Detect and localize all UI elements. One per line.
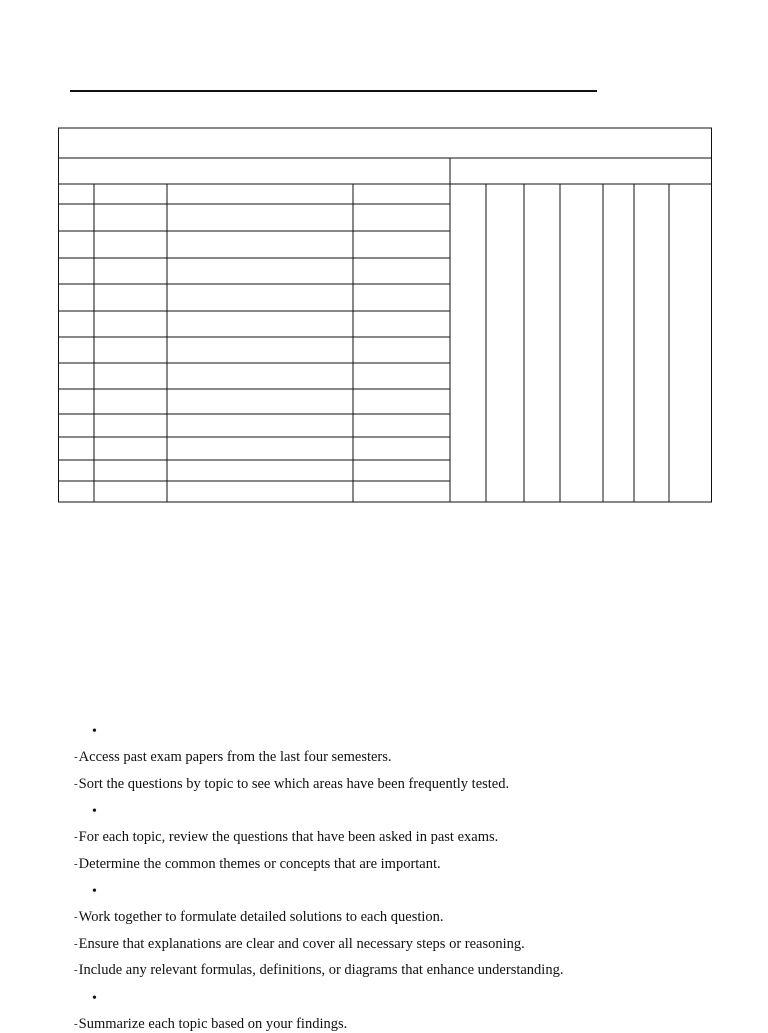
list-item [74,1015,347,1033]
list-item-text: Determine the common themes or concepts that are important. [78,856,441,872]
list-item [74,935,525,953]
list-item [74,908,444,926]
bullet-glyph: • [92,991,97,1006]
list-item [74,961,563,979]
list-item-text: Work together to formulate detailed solutions to each question. [78,909,444,925]
item-dash: - [74,831,78,843]
item-dash: - [74,938,78,950]
list-item-text: Access past exam papers from the last four semesters. [78,749,392,765]
item-dash: - [74,858,78,870]
item-dash: - [74,911,78,923]
bullet-glyph: • [92,804,97,819]
list-item [74,748,392,766]
list-item-text: Sort the questions by topic to see which areas have been frequently tested. [78,776,510,792]
item-dash: - [74,964,78,976]
list-item-text: Include any relevant formulas, definitions, or diagrams that enhance understanding. [78,962,564,978]
item-dash: - [74,778,78,790]
section-bullet [92,885,105,899]
list-item-text: For each topic, review the questions that have been asked in past exams. [78,829,499,845]
section-bullet [92,992,105,1006]
list-item-text: Summarize each topic based on your findings. [78,1016,348,1032]
bullet-glyph: • [92,724,97,739]
bullet-glyph: • [92,884,97,899]
list-item [74,775,509,793]
section-bullet [92,805,105,819]
list-item-text: Ensure that explanations are clear and cover all necessary steps or reasoning. [78,936,525,952]
item-dash: - [74,751,78,763]
section-bullet [92,725,105,739]
list-item [74,828,498,846]
list-item [74,855,441,873]
item-dash: - [74,1018,78,1030]
